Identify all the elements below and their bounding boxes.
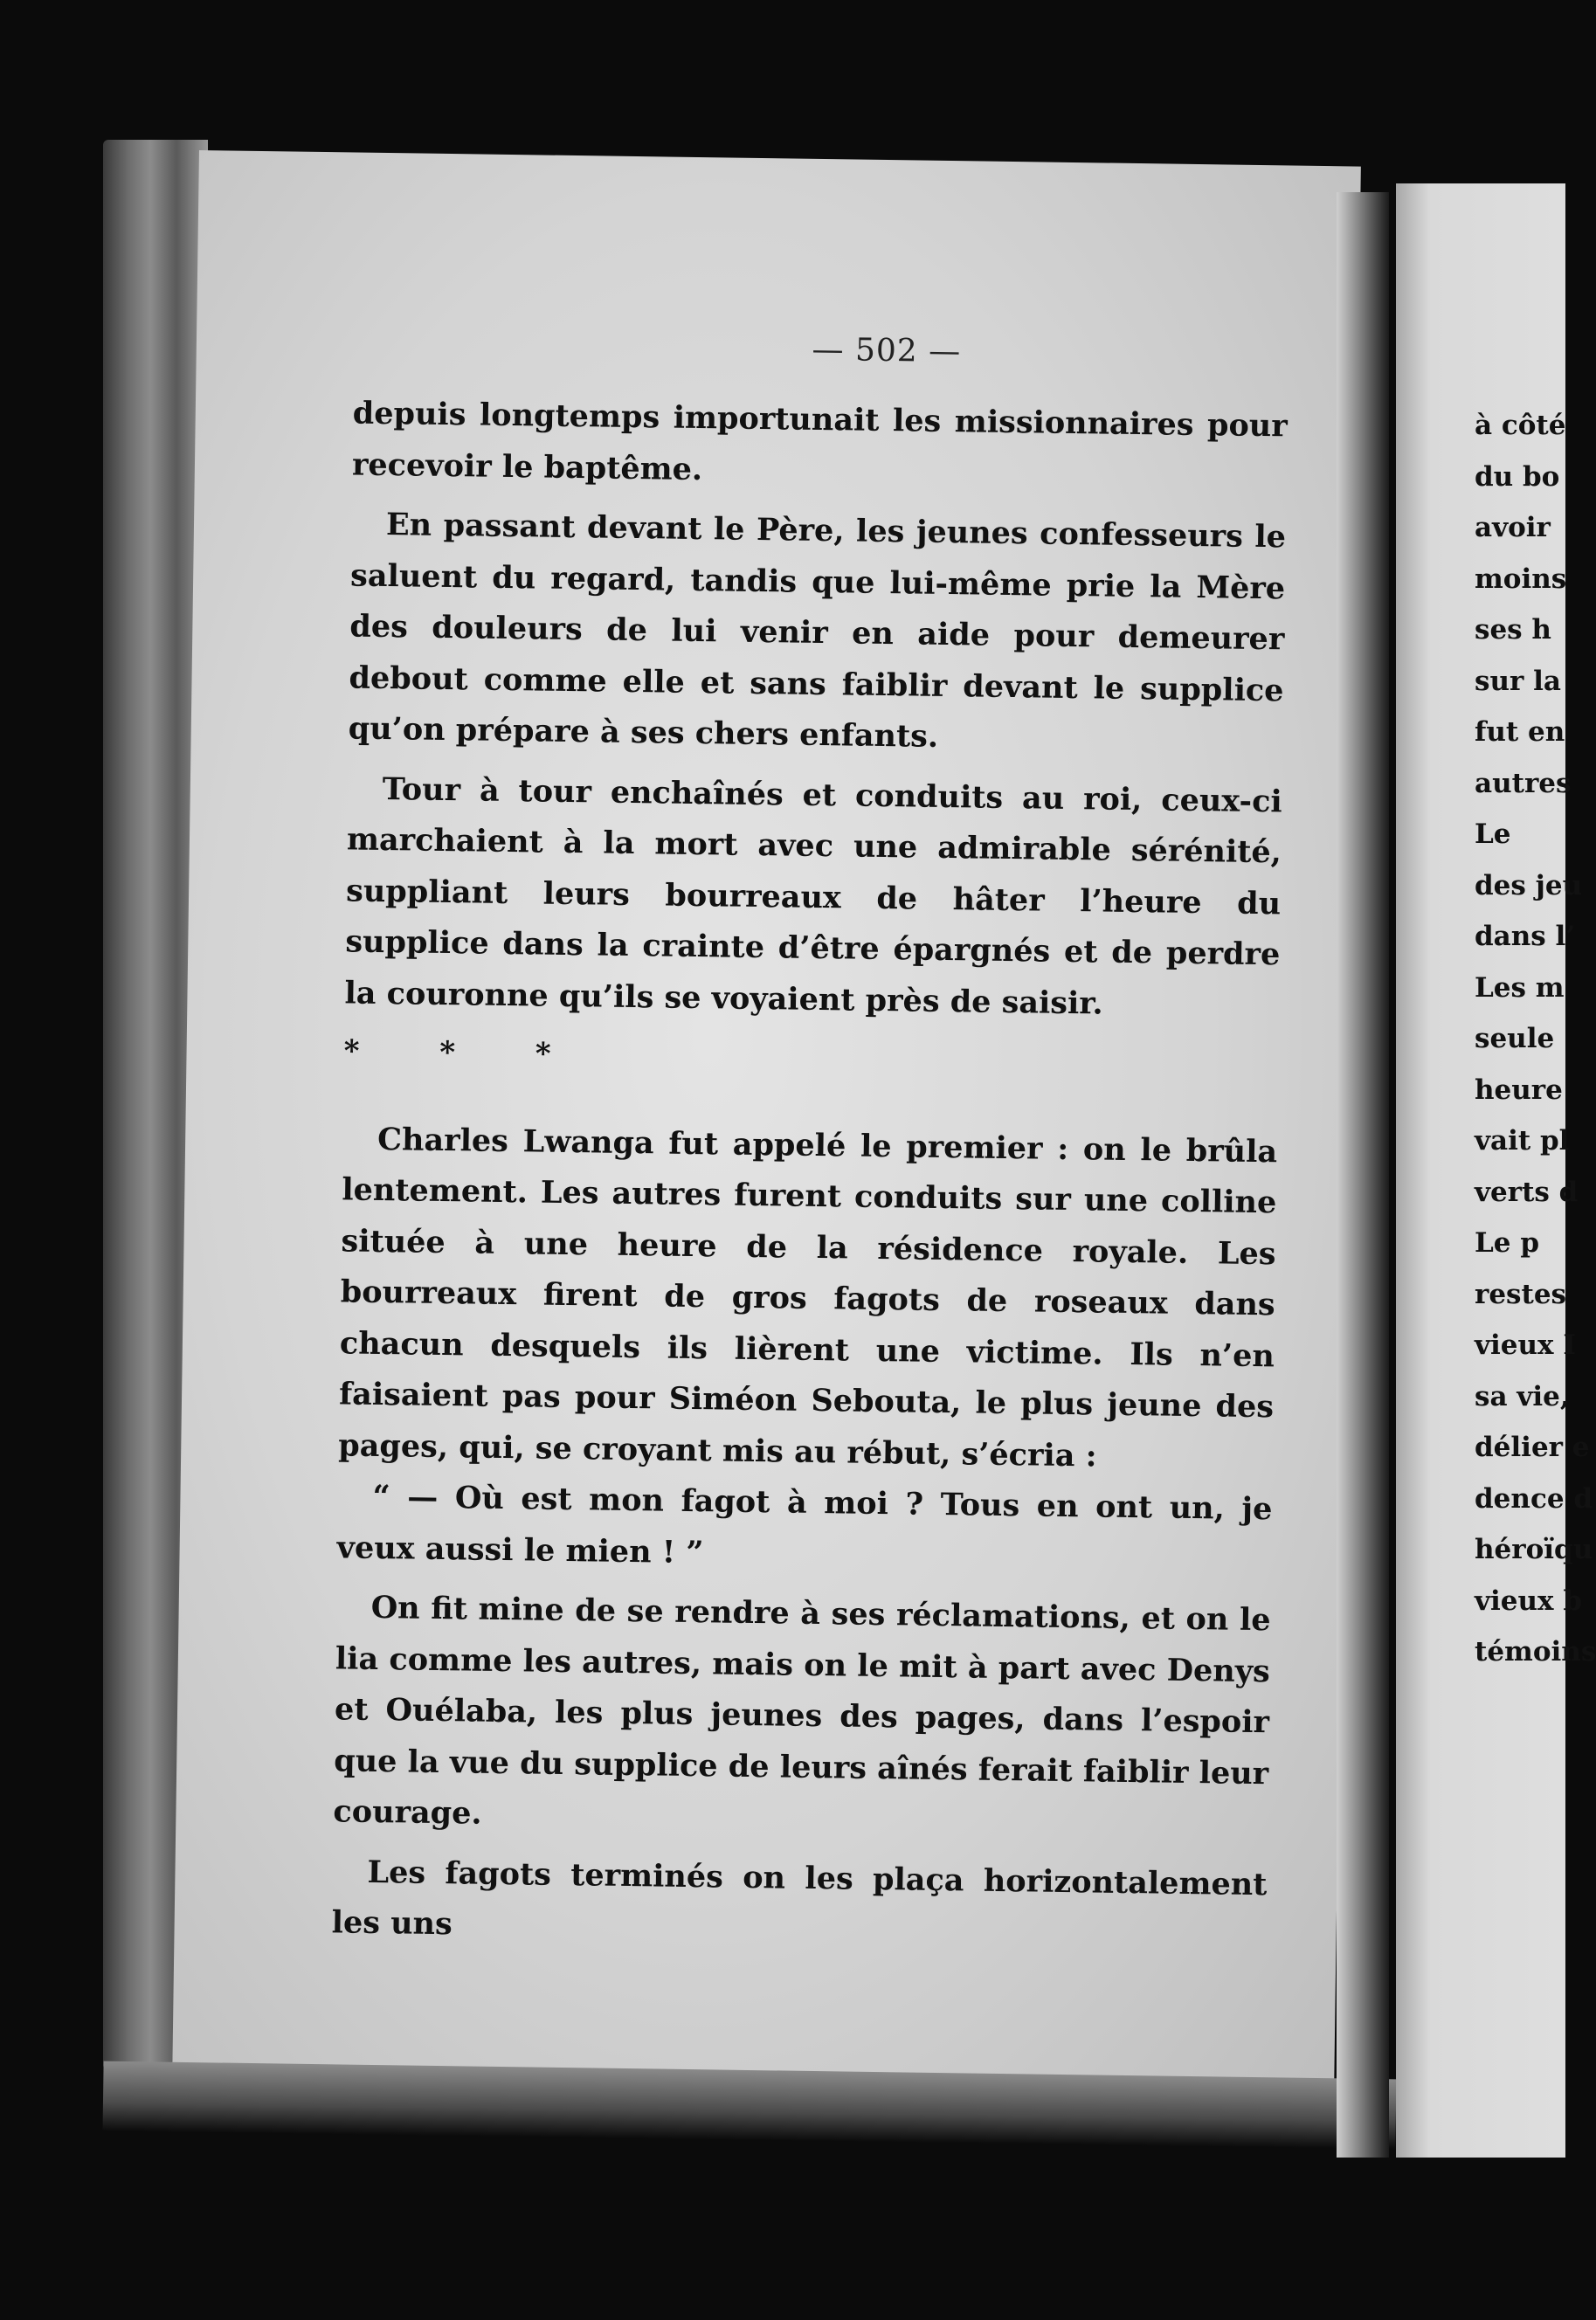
right-line: Le	[1475, 818, 1511, 850]
right-line: sa vie,	[1475, 1380, 1570, 1412]
section-ornament: * * *	[343, 1033, 586, 1073]
right-line: héroïqu	[1475, 1534, 1593, 1565]
right-line: ses h	[1475, 614, 1551, 646]
right-line: du bo	[1475, 460, 1560, 493]
right-line: vieux b	[1475, 1585, 1583, 1617]
right-line: dans l’	[1475, 921, 1576, 952]
right-line: Le p	[1475, 1227, 1539, 1259]
right-line: heure	[1475, 1074, 1563, 1106]
right-line: avoir	[1475, 512, 1551, 543]
right-page-text	[1475, 400, 1596, 1678]
page-body-text	[331, 388, 1288, 1961]
right-line: vait pl	[1475, 1125, 1570, 1157]
paragraph-7: Les fagots terminés on les plaça horizontalement les uns	[331, 1854, 1268, 1943]
page-number: — 502 —	[812, 331, 962, 370]
right-line: dence d	[1475, 1482, 1593, 1515]
right-line: moins	[1475, 563, 1567, 595]
right-line: vieux I	[1475, 1329, 1576, 1361]
right-line: à côté	[1475, 410, 1566, 441]
paragraph-5-quote: “ — Où est mon fagot à moi ? Tous en ont un, je veux aussi le mien ! ”	[336, 1478, 1273, 1571]
right-line: témoins	[1475, 1636, 1596, 1668]
right-line: seule	[1475, 1023, 1555, 1054]
right-line: sur la	[1475, 665, 1561, 697]
right-line: délier e	[1475, 1432, 1590, 1463]
right-line: fut en	[1475, 716, 1565, 748]
paragraph-6: On fit mine de se rendre à ses réclamations, et on le lia comme les autres, mais on le mit à part avec Denys et Ouélaba, les plus jeunes des pages, dans l’espoir que la vue du supplice de leurs aînés ferait faiblir leur courage.	[333, 1589, 1271, 1832]
right-line: verts d	[1475, 1176, 1579, 1208]
paragraph-3: Tour à tour enchaînés et conduits au roi, ceux-ci marchaient à la mort avec une admirable sérénité, suppliant leurs bourreaux de hâter l’heure du supplice dans la crainte d’être épargnés et de perdre la couronne qu’ils se voyaient près de saisir.	[344, 770, 1282, 1022]
paragraph-1: depuis longtemps importunait les missionnaires pour recevoir le baptême.	[351, 395, 1288, 487]
book-gutter	[1337, 192, 1389, 2158]
left-page	[172, 150, 1361, 2114]
right-line: Les m	[1475, 971, 1565, 1004]
paragraph-2: En passant devant le Père, les jeunes confesseurs le saluent du regard, tandis que lui-même prie la Mère des douleurs de lui venir en aide pour demeurer debout comme elle et sans faiblir devant le supplice qu’on prépare à ses chers enfants.	[348, 507, 1287, 755]
right-line: autres	[1475, 767, 1572, 799]
paragraph-4: Charles Lwanga fut appelé le premier : on le brûla lentement. Les autres furent conduits sur une colline située à une heure de la résidence royale. Les bourreaux firent de gros fagots de roseaux dans chacun desquels ils lièrent une victime. Ils n’en faisaient pas pour Siméon Sebouta, le plus jeune des pages, qui, se croyant mis au rébut, s’écria :	[338, 1121, 1278, 1474]
right-line: restes	[1475, 1278, 1567, 1310]
right-line: des jeu	[1475, 869, 1583, 901]
